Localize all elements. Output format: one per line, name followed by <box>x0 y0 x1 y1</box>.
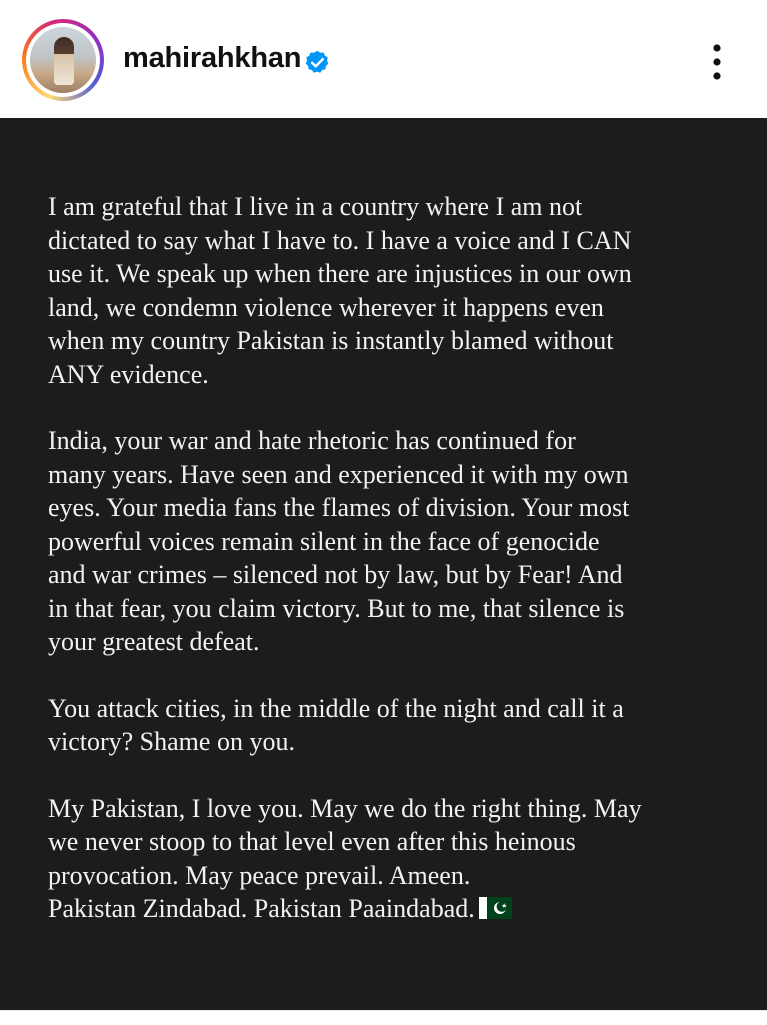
avatar[interactable] <box>22 19 104 101</box>
footer-divider <box>0 1010 767 1025</box>
post-statement <box>48 190 748 926</box>
more-vertical-icon[interactable] <box>700 40 734 84</box>
paragraph-3: You attack cities, in the middle of the night and call it a victory? Shame on you. <box>48 693 624 756</box>
pakistan-flag-icon <box>479 897 512 919</box>
post-image <box>0 118 767 1010</box>
paragraph-2: India, your war and hate rhetoric has continued for many years. Have seen and experienced it with my own eyes. Your media fans the flames of division. Your most powerful voices remain silent in the face of genocide and war crimes – silenced not by law, but by Fear! And in that fear, you claim victory. But to me, that silence is your greatest defeat. <box>48 426 630 656</box>
verified-badge-icon <box>304 49 331 76</box>
paragraph-4 <box>48 792 748 926</box>
profile-photo <box>30 27 96 93</box>
username-link[interactable]: mahirahkhan <box>123 42 302 74</box>
paragraph-1: I am grateful that I live in a country where I am not dictated to say what I have to. I have a voice and I CAN use it. We speak up when there are injustices in our own land, we condemn violence wherever it happens even when my country Pakistan is instantly blamed without ANY evidence. <box>48 192 632 389</box>
paragraph-4-text: My Pakistan, I love you. May we do the right thing. May we never stoop to that level even after this heinous provocation. May peace prevail. Ameen. Pakistan Zindabad. Pakistan Paaindabad. <box>48 793 642 923</box>
post-header <box>0 0 767 118</box>
